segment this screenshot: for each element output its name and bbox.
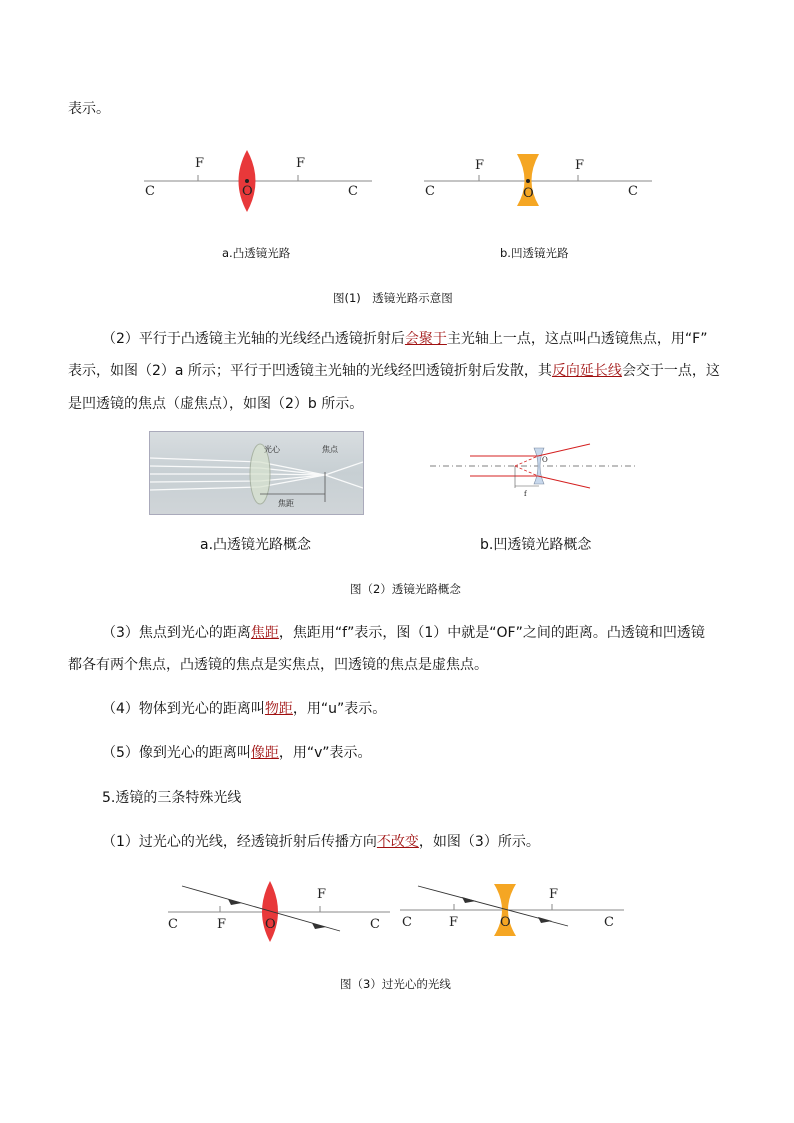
paragraph-line: （2）平行于凸透镜主光轴的光线经凸透镜折射后会聚于主光轴上一点，这点叫凸透镜焦点，用“F”: [102, 331, 708, 347]
paragraph-line: （4）物体到光心的距离叫物距，用“u”表示。: [102, 701, 387, 717]
keyword-underlined: 像距: [250, 745, 279, 761]
axis-end-label: C: [348, 184, 358, 199]
keyword-underlined: 焦距: [250, 625, 279, 641]
section-heading: 5.透镜的三条特殊光线: [102, 790, 242, 806]
photo-label: 焦点: [322, 445, 338, 454]
optical-center-label: O: [265, 917, 276, 932]
paragraph-line: （3）焦点到光心的距离焦距，焦距用“f”表示，图（1）中就是“OF”之间的距离。凸透镜和凹透镜: [102, 625, 705, 641]
figure-title: 图（2）透镜光路概念: [350, 582, 461, 596]
keyword-underlined: 物距: [264, 701, 293, 717]
axis-end-label: C: [628, 184, 638, 199]
optical-center-label: O: [242, 184, 253, 199]
diagram-label: f: [524, 490, 527, 498]
focus-label: F: [296, 156, 306, 171]
figure-caption: b.凹透镜光路概念: [480, 537, 592, 553]
focus-label: F: [575, 158, 585, 173]
figure-title: 图（3）过光心的光线: [340, 977, 451, 991]
focus-label: F: [195, 156, 205, 171]
focus-label: F: [475, 158, 485, 173]
paragraph-line: （1）过光心的光线，经透镜折射后传播方向不改变，如图（3）所示。: [102, 834, 540, 850]
convex-lens-photo: [149, 431, 364, 515]
paragraph-line: （5）像到光心的距离叫像距，用“v”表示。: [102, 745, 372, 761]
optical-center-label: O: [500, 915, 511, 930]
photo-label: 焦距: [278, 499, 294, 508]
keyword-underlined: 反向延长线: [551, 363, 622, 379]
photo-label: 光心: [264, 445, 280, 454]
axis-end-label: C: [604, 915, 614, 930]
focus-label: F: [217, 917, 227, 932]
figure-caption: b.凹透镜光路: [500, 246, 569, 260]
concave-lens-ray-diagram: [430, 438, 640, 498]
convex-lens-diagram: [140, 145, 380, 215]
axis-end-label: C: [370, 917, 380, 932]
axis-end-label: C: [425, 184, 435, 199]
focus-label: F: [449, 915, 459, 930]
axis-end-label: C: [168, 917, 178, 932]
axis-end-label: C: [145, 184, 155, 199]
figure-title: 图(1) 透镜光路示意图: [333, 291, 453, 305]
paragraph-line: 是凹透镜的焦点（虚焦点），如图（2）b 所示。: [68, 396, 364, 412]
figure-caption: a.凸透镜光路概念: [200, 537, 312, 553]
axis-end-label: C: [402, 915, 412, 930]
figure-caption: a.凸透镜光路: [222, 246, 291, 260]
concave-lens-diagram: [420, 145, 660, 215]
keyword-underlined: 不改变: [376, 834, 419, 850]
paragraph-line: 都各有两个焦点，凸透镜的焦点是实焦点，凹透镜的焦点是虚焦点。: [68, 657, 488, 673]
keyword-underlined: 会聚于: [404, 331, 447, 347]
convex-lens-center-ray: [162, 876, 394, 946]
paragraph-line: 表示，如图（2）a 所示；平行于凹透镜主光轴的光线经凹透镜折射后发散，其反向延长线会交于一点，这: [68, 363, 720, 379]
optical-center-label: O: [523, 186, 534, 201]
concave-lens-center-ray: [396, 876, 628, 946]
page-text-top: 表示。: [68, 101, 110, 117]
diagram-label: O: [542, 456, 548, 464]
focus-label: F: [317, 887, 327, 902]
focus-label: F: [549, 887, 559, 902]
